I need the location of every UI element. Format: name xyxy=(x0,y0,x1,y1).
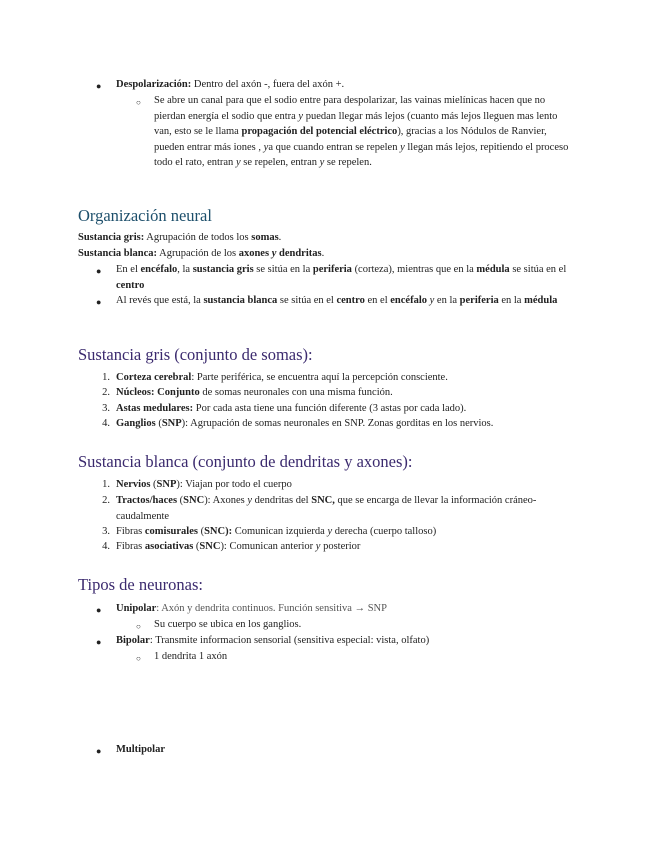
detail-text: llegan más lejos, repitiendo el proceso todo el rato, entran xyxy=(154,141,569,168)
item-text: ( xyxy=(177,495,184,506)
bipolar-detail: 1 dendrita 1 axón xyxy=(154,651,228,662)
list-item-comisurales xyxy=(116,524,576,540)
bullet-bold: centro xyxy=(336,295,365,306)
list-number: 3. xyxy=(102,403,110,414)
list-number: 4. xyxy=(102,541,110,552)
item-text: ): Comunican anterior xyxy=(220,541,316,552)
depolarization-item xyxy=(116,77,576,93)
circle-bullet-icon: ○ xyxy=(136,622,141,631)
item-term: Multipolar xyxy=(116,744,165,755)
definition-text: Agrupación de todos los xyxy=(144,232,252,243)
detail-text: se repelen. xyxy=(324,157,372,168)
item-term: Corteza cerebral xyxy=(116,372,192,383)
bullet-text: En el xyxy=(116,264,141,275)
item-y: y xyxy=(315,541,321,552)
definition-text: . xyxy=(278,232,282,243)
bullet-icon: ● xyxy=(96,746,102,756)
item-text: : Axón y dendrita continuos. Función sensitiva → SNP xyxy=(156,603,387,614)
list-number: 1. xyxy=(102,372,110,383)
item-term: Unipolar xyxy=(116,603,157,614)
bullet-text: se sitúa en el xyxy=(509,264,567,275)
item-term: Tractos/haces xyxy=(116,495,178,506)
list-item-tractos xyxy=(116,493,566,524)
item-term: Núcleos: Conjunto xyxy=(116,387,200,398)
heading-sustancia-blanca: Sustancia blanca (conjunto de dendritas y axones): xyxy=(78,452,413,471)
list-item-ganglios xyxy=(116,416,576,432)
bullet-text: (corteza), mientras que en la xyxy=(351,264,477,275)
bullet-icon: ● xyxy=(96,605,102,615)
detail-text: a que cuando entran se repelen xyxy=(268,141,401,153)
item-text: de somas neuronales con una misma función. xyxy=(199,387,393,398)
item-text: derecha (cuerpo talloso) xyxy=(332,526,437,537)
multipolar-item xyxy=(116,742,576,758)
item-bold: SNC xyxy=(204,526,226,537)
bullet-icon: ● xyxy=(96,297,102,307)
item-term: asociativas xyxy=(144,541,194,552)
bullet-y: y xyxy=(429,295,435,306)
item-text: Por cada asta tiene una función diferente (3 astas por cada lado). xyxy=(193,403,467,414)
bullet-text: , la xyxy=(177,264,193,275)
item-text: Fibras xyxy=(116,526,145,537)
detail-y: y xyxy=(319,157,325,168)
item-text: Comunican izquierda xyxy=(232,526,328,537)
bullet-icon: ● xyxy=(96,637,102,647)
item-text: : Transmite informacion sensorial (sensitiva especial: vista, olfato) xyxy=(149,635,430,646)
bullet-bold: sustancia gris xyxy=(192,264,254,275)
item-term: Astas medulares: xyxy=(116,403,194,414)
detail-y: y xyxy=(400,141,405,153)
bullet-icon: ● xyxy=(96,81,102,91)
bullet-bold: sustancia blanca xyxy=(203,295,278,306)
bullet-bold: centro xyxy=(116,279,145,291)
circle-bullet-icon: ○ xyxy=(136,654,141,663)
detail-text: Se abre un canal para que el sodio entre para despolarizar, las vainas mielínicas hacen que no pierdan energía el sodio que entra xyxy=(154,95,546,122)
item-text: ( xyxy=(197,526,205,537)
item-bold: SNC xyxy=(199,541,221,552)
definition-text: . xyxy=(321,248,325,259)
item-text: ): Agrupación de somas neuronales en SNP. Zonas gorditas en los nervios. xyxy=(181,418,494,429)
definition-bold: somas xyxy=(251,232,279,243)
detail-text: ), gracias a los Nódulos de Ranvier, pueden entrar más iones , xyxy=(154,126,547,153)
definition-term: Sustancia gris: xyxy=(78,232,145,243)
item-text: Fibras xyxy=(116,541,145,552)
item-term: Bipolar xyxy=(116,635,150,646)
bullet-bold: encéfalo xyxy=(390,295,427,306)
list-number: 2. xyxy=(102,387,110,398)
definition-bold: dendritas xyxy=(276,248,322,259)
detail-bold-term: propagación del potencial eléctrico xyxy=(241,126,398,137)
item-text: : Parte periférica, se encuentra aquí la percepción consciente. xyxy=(191,372,448,383)
item-text: ( xyxy=(155,418,162,429)
bullet-bold: periferia xyxy=(312,264,352,275)
detail-text: puedan llegar más lejos (cuanto más lejos lleguen mas lento van, esto se le llama xyxy=(154,110,558,137)
item-bold: SNC xyxy=(183,495,205,506)
detail-y: y xyxy=(298,110,304,122)
item-bold: SNP xyxy=(161,418,182,429)
list-number: 1. xyxy=(102,479,110,490)
bipolar-item xyxy=(116,633,576,649)
bullet-bold: médula xyxy=(476,264,510,275)
item-text: dendritas del xyxy=(252,495,312,506)
definition-y: y xyxy=(271,248,277,259)
item-y: y xyxy=(247,495,253,506)
heading-tipos-de-neuronas: Tipos de neuronas: xyxy=(78,575,203,594)
sustancia-blanca-bullet xyxy=(116,293,576,309)
item-bold: SNP xyxy=(156,479,177,490)
bullet-bold: encéfalo xyxy=(140,264,178,275)
list-number: 2. xyxy=(102,495,110,506)
list-item-astas xyxy=(116,401,576,417)
item-y: y xyxy=(327,526,333,537)
list-item-nucleos xyxy=(116,385,576,401)
bullet-icon: ● xyxy=(96,266,102,276)
heading-sustancia-gris: Sustancia gris (conjunto de somas): xyxy=(78,345,313,364)
encefalo-bullet xyxy=(116,262,576,293)
bullet-text: en la xyxy=(434,295,460,306)
item-bold: SNC, xyxy=(311,495,335,506)
item-text: ): Axones xyxy=(204,495,248,506)
list-number: 3. xyxy=(102,526,110,537)
list-number: 4. xyxy=(102,418,110,429)
bullet-text: en la xyxy=(498,295,525,306)
item-text: ( xyxy=(193,541,200,552)
item-text: posterior xyxy=(320,541,361,552)
detail-text: se repelen, entran xyxy=(240,157,320,168)
bullet-bold: médula xyxy=(524,295,558,306)
depolarization-detail xyxy=(154,93,574,171)
unipolar-detail: Su cuerpo se ubica en los ganglios. xyxy=(154,619,302,630)
heading-organizacion-neural: Organización neural xyxy=(78,206,212,225)
bullet-text: Al revés que está, la xyxy=(116,295,204,306)
definition-term: Sustancia blanca: xyxy=(78,248,158,259)
definition-text: Agrupación de los xyxy=(157,248,239,259)
detail-y: y xyxy=(235,157,241,168)
bullet-text: se sitúa en la xyxy=(253,264,313,275)
item-bold: ): xyxy=(225,526,233,537)
bullet-text: se sitúa en el xyxy=(277,295,337,306)
item-term: comisurales xyxy=(144,526,198,537)
item-term: Nervios xyxy=(116,479,151,490)
circle-bullet-icon: ○ xyxy=(136,98,141,107)
detail-y: y xyxy=(263,141,269,153)
item-text: que se encarga de llevar la información cráneo-caudalmente xyxy=(116,495,537,522)
sustancia-blanca-definition xyxy=(78,246,324,262)
item-text: ( xyxy=(150,479,157,490)
item-term: Ganglios xyxy=(116,418,156,429)
depolarization-text: Dentro del axón -, fuera del axón +. xyxy=(191,79,345,90)
item-text: ): Viajan por todo el cuerpo xyxy=(176,479,292,490)
depolarization-term: Despolarización: xyxy=(116,79,192,90)
definition-bold: axones xyxy=(238,248,272,259)
list-item-corteza xyxy=(116,370,576,386)
sustancia-gris-definition xyxy=(78,230,281,246)
unipolar-item xyxy=(116,601,576,617)
list-item-nervios xyxy=(116,477,576,493)
bullet-bold: periferia xyxy=(459,295,499,306)
bullet-text: en el xyxy=(364,295,391,306)
list-item-asociativas xyxy=(116,539,576,555)
